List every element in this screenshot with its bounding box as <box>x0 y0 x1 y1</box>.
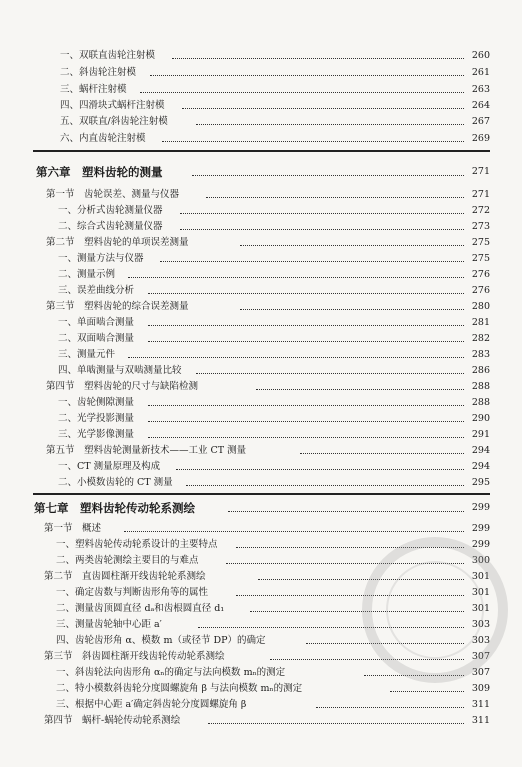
toc-item <box>0 363 522 379</box>
toc-item-title: 二、测量示例 <box>58 269 116 280</box>
toc-item-title: 六、内直齿轮注射模 <box>60 133 146 144</box>
toc-item <box>0 82 522 98</box>
toc-item <box>0 283 522 299</box>
dot-leader <box>148 292 464 294</box>
dot-leader <box>148 420 464 422</box>
toc-item-title: 二、特小模数斜齿轮分度圆螺旋角 β 与法向模数 mₙ的测定 <box>56 683 303 694</box>
toc-page-number: 307 <box>471 651 490 662</box>
toc-page-number: 303 <box>471 635 490 646</box>
dot-leader <box>196 372 464 374</box>
toc-page-number: 264 <box>471 100 490 111</box>
toc-section <box>0 379 522 395</box>
toc-page-number: 272 <box>471 205 490 216</box>
toc-section <box>0 187 522 203</box>
toc-item <box>0 331 522 347</box>
toc-item <box>0 315 522 331</box>
toc-page-number: 276 <box>471 285 490 296</box>
toc-section <box>0 235 522 251</box>
toc-item-title: 二、斜齿轮注射模 <box>60 67 137 78</box>
toc-page-number: 301 <box>471 603 490 614</box>
toc-page-number: 281 <box>471 317 490 328</box>
toc-item <box>0 475 522 491</box>
dot-leader <box>128 276 464 278</box>
dot-leader <box>180 212 464 214</box>
toc-page-number: 303 <box>471 619 490 630</box>
toc-item-title: 三、蜗杆注射模 <box>60 84 127 95</box>
dot-leader <box>240 244 464 246</box>
toc-chapter <box>0 498 522 518</box>
toc-item <box>0 459 522 475</box>
toc-item <box>0 114 522 130</box>
toc-page-number: 295 <box>471 477 490 488</box>
toc-page-number: 301 <box>471 571 490 582</box>
toc-item-title: 二、双面啮合测量 <box>58 333 135 344</box>
toc-item <box>0 65 522 81</box>
toc-item <box>0 267 522 283</box>
toc-page-number: 260 <box>471 50 490 61</box>
toc-chapter <box>0 162 522 182</box>
dot-leader <box>172 57 464 59</box>
toc-item-title: 四、四滑块式蜗杆注射模 <box>60 100 165 111</box>
toc-page-number: 311 <box>471 715 490 726</box>
dot-leader <box>160 260 464 262</box>
dot-leader <box>148 404 464 406</box>
toc-item-title: 一、CT 测量原理及构成 <box>58 461 161 472</box>
toc-item-title: 一、单面啮合测量 <box>58 317 135 328</box>
dot-leader <box>150 74 464 76</box>
toc-page-number: 300 <box>471 555 490 566</box>
toc-page-number: 294 <box>471 445 490 456</box>
toc-page-number: 283 <box>471 349 490 360</box>
toc-item <box>0 251 522 267</box>
toc-item <box>0 219 522 235</box>
dot-leader <box>206 196 464 198</box>
toc-page-number: 307 <box>471 667 490 678</box>
section-title: 第三节 塑料齿轮的综合误差测量 <box>46 301 189 312</box>
dot-leader <box>186 484 464 486</box>
toc-item <box>0 347 522 363</box>
dot-leader <box>300 452 464 454</box>
toc-item-title: 一、确定齿数与判断齿形角等的属性 <box>56 587 209 598</box>
toc-item-title: 二、测量齿顶圆直径 dₐ和齿根圆直径 d₁ <box>56 603 225 614</box>
toc-item <box>0 395 522 411</box>
dot-leader <box>390 690 464 692</box>
section-title: 第五节 塑料齿轮测量新技术——工业 CT 测量 <box>46 445 247 456</box>
dot-leader <box>180 228 464 230</box>
toc-item <box>0 697 522 713</box>
dot-leader <box>128 356 464 358</box>
toc-page-number: 294 <box>471 461 490 472</box>
toc-page-number: 267 <box>471 116 490 127</box>
dot-leader <box>148 324 464 326</box>
toc-item <box>0 427 522 443</box>
dot-leader <box>140 91 464 93</box>
dot-leader <box>316 706 464 708</box>
toc-item-title: 三、测量齿轮轴中心距 a′ <box>56 619 162 630</box>
toc-page-number: 299 <box>471 539 490 550</box>
toc-page-number: 275 <box>471 237 490 248</box>
toc-page-number: 301 <box>471 587 490 598</box>
toc-item-title: 二、光学投影测量 <box>58 413 135 424</box>
dot-leader <box>124 530 464 532</box>
dot-leader <box>176 468 464 470</box>
chapter-rule <box>33 493 490 495</box>
section-title: 第二节 直齿圆柱渐开线齿轮轮系测绘 <box>44 571 206 582</box>
dot-leader <box>162 140 464 142</box>
toc-page-number: 299 <box>471 523 490 534</box>
toc-page-number: 271 <box>471 189 490 200</box>
toc-page-number: 275 <box>471 253 490 264</box>
toc-item-title: 三、根据中心距 a′确定斜齿轮分度圆螺旋角 β <box>56 699 247 710</box>
toc-item-title: 三、测量元件 <box>58 349 116 360</box>
section-title: 第四节 塑料齿轮的尺寸与缺陷检测 <box>46 381 199 392</box>
toc-page-number: 269 <box>471 133 490 144</box>
toc-section <box>0 299 522 315</box>
dot-leader <box>196 123 464 125</box>
toc-item <box>0 131 522 147</box>
chapter-title: 第七章 塑料齿轮传动轮系测绘 <box>34 501 195 515</box>
toc-item-title: 三、误差曲线分析 <box>58 285 135 296</box>
toc-item <box>0 203 522 219</box>
toc-page-number: 288 <box>471 381 490 392</box>
toc-page-number: 291 <box>471 429 490 440</box>
toc-page-number: 286 <box>471 365 490 376</box>
dot-leader <box>228 510 464 512</box>
dot-leader <box>192 174 464 176</box>
toc-section <box>0 713 522 729</box>
toc-page-number: 309 <box>471 683 490 694</box>
toc-item-title: 一、塑料齿轮传动轮系设计的主要特点 <box>56 539 218 550</box>
toc-item <box>0 48 522 64</box>
toc-item-title: 一、双联直齿轮注射模 <box>60 50 156 61</box>
toc-page-number: 311 <box>471 699 490 710</box>
section-title: 第一节 概述 <box>44 523 102 534</box>
dot-leader <box>208 722 464 724</box>
toc-item-title: 一、齿轮侧隙测量 <box>58 397 135 408</box>
toc-page-number: 290 <box>471 413 490 424</box>
toc-page-number: 288 <box>471 397 490 408</box>
toc-item-title: 一、分析式齿轮测量仪器 <box>58 205 163 216</box>
chapter-title: 第六章 塑料齿轮的测量 <box>36 165 163 179</box>
toc-page-number: 261 <box>471 67 490 78</box>
toc-item-title: 二、两类齿轮测绘主要目的与难点 <box>56 555 199 566</box>
dot-leader <box>148 436 464 438</box>
dot-leader <box>240 308 464 310</box>
toc-item-title: 五、双联直/斜齿轮注射模 <box>60 116 168 127</box>
toc-item-title: 二、小模数齿轮的 CT 测量 <box>58 477 173 488</box>
dot-leader <box>148 340 464 342</box>
section-title: 第三节 斜齿圆柱渐开线齿轮传动轮系测绘 <box>44 651 225 662</box>
toc-item <box>0 98 522 114</box>
toc-item-title: 三、光学影像测量 <box>58 429 135 440</box>
toc-item-title: 四、单啮测量与双啮测量比较 <box>58 365 182 376</box>
dot-leader <box>182 107 464 109</box>
section-title: 第二节 塑料齿轮的单项误差测量 <box>46 237 189 248</box>
toc-page-number: 263 <box>471 84 490 95</box>
toc-item-title: 四、齿轮齿形角 α、模数 m（或径节 DP）的确定 <box>56 635 266 646</box>
toc-page-number: 273 <box>471 221 490 232</box>
toc-page-number: 276 <box>471 269 490 280</box>
toc-page-number: 282 <box>471 333 490 344</box>
toc-item <box>0 411 522 427</box>
toc-item-title: 一、斜齿轮法向齿形角 αₙ的确定与法向模数 mₙ的测定 <box>56 667 286 678</box>
watermark-seal-icon <box>360 535 510 685</box>
chapter-rule <box>33 150 490 152</box>
toc-page-number: 280 <box>471 301 490 312</box>
toc-page-number: 299 <box>471 502 490 513</box>
toc-section <box>0 443 522 459</box>
toc-item-title: 二、综合式齿轮测量仪器 <box>58 221 163 232</box>
section-title: 第四节 蜗杆-蜗轮传动轮系测绘 <box>44 715 181 726</box>
toc-item-title: 一、测量方法与仪器 <box>58 253 144 264</box>
toc-page-number: 271 <box>471 166 490 177</box>
section-title: 第一节 齿轮误差、测量与仪器 <box>46 189 180 200</box>
dot-leader <box>256 388 464 390</box>
